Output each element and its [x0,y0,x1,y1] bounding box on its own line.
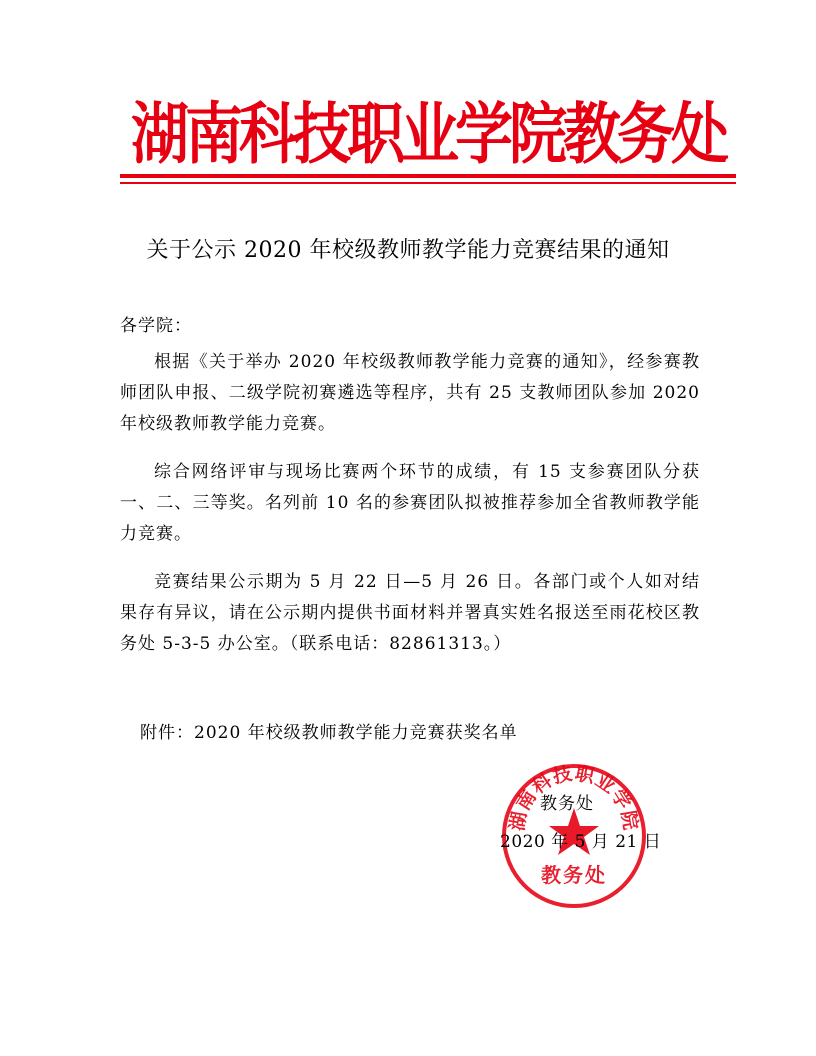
letterhead-rule-thick [120,174,736,178]
document-title: 关于公示 2020 年校级教师教学能力竞赛结果的通知 [146,238,670,263]
seal-arc-text: 湖南科技职业学院 [506,762,642,833]
salutation: 各学院： [120,316,192,336]
paragraph-3: 竞赛结果公示期为 5 月 22 日—5 月 26 日。各部门或个人如对结果存有异议，请在公示期内提供书面材料并署真实姓名报送至雨花校区教务处 5-3-5 办公室。（联系电话：82861313。） [120,572,700,654]
sign-date: 2020 年 5 月 21 日 [500,832,662,852]
paragraph-1: 根据《关于举办 2020 年校级教师教学能力竞赛的通知》，经参赛教师团队申报、二级学院初赛遴选等程序，共有 25 支教师团队参加 2020 年校级教师教学能力竞赛。 [120,352,700,434]
seal-bottom-text: 教务处 [541,863,607,887]
letterhead-rule-thin [120,182,736,184]
signer: 教务处 [540,794,594,814]
attachment-line: 附件：2020 年校级教师教学能力竞赛获奖名单 [140,723,518,743]
paragraph-2: 综合网络评审与现场比赛两个环节的成绩，有 15 支参赛团队分获一、二、三等奖。名列前 10 名的参赛团队拟被推荐参加全省教师教学能力竞赛。 [120,462,700,544]
letterhead-title: 湖南科技职业学院教务处 [130,94,725,174]
